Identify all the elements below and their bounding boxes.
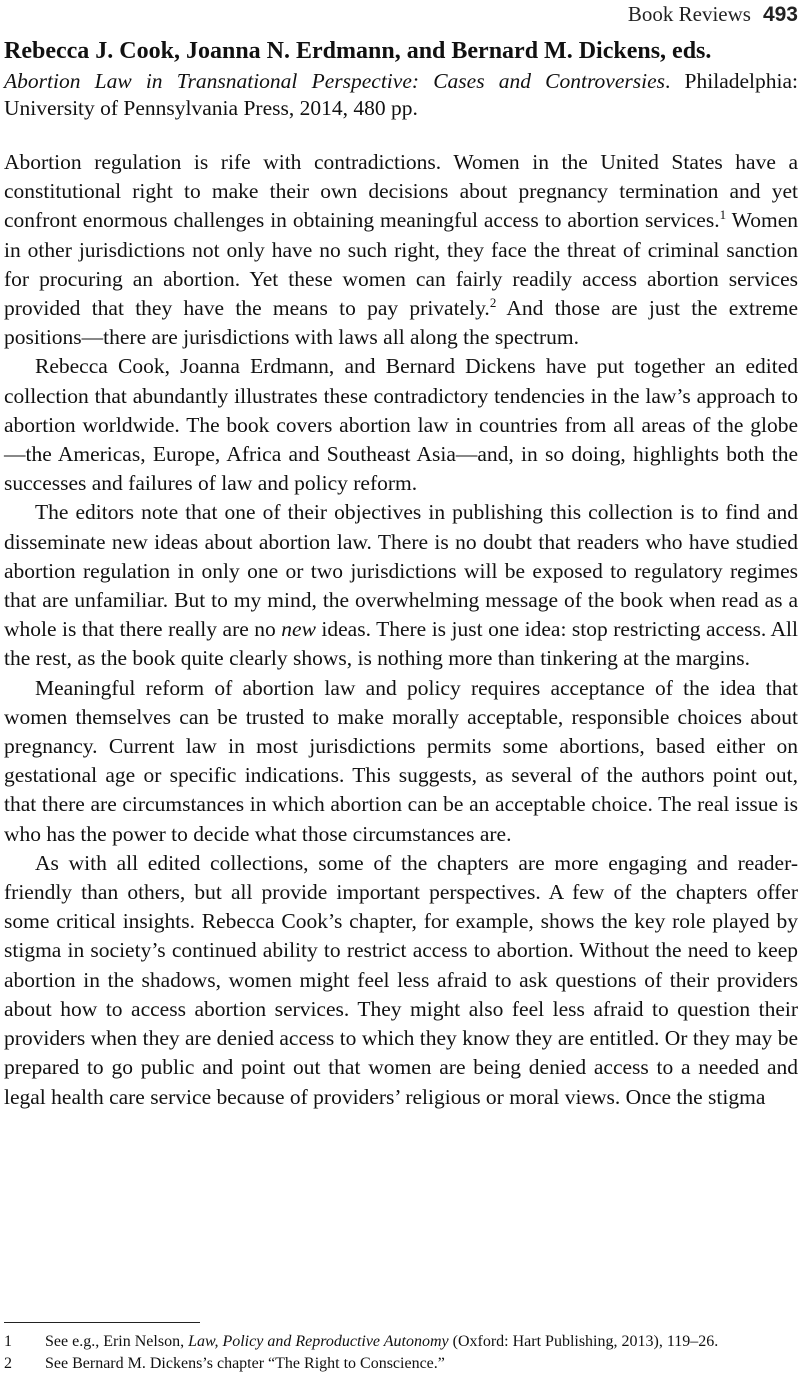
- footnote-ref-2[interactable]: 2: [489, 294, 497, 310]
- paragraph-3-text-b: ideas. There is just one idea: stop restricting access. All the rest, as the book quite clearly shows, is nothing more than tinkering at the margins.: [4, 617, 799, 671]
- publication-info: . Philadelphia: University of Pennsylvania Press, 2014, 480 pp.: [4, 69, 798, 120]
- footnote-1-number: 1: [4, 1333, 12, 1350]
- paragraph-1-text-b: Women in other jurisdictions not only have no such right, they face the threat of criminal sanction for procuring an abortion. Yet these women can fairly readily access abortion services provided that they have the means to pay privately.: [4, 208, 798, 321]
- section-title: Book Reviews: [627, 2, 751, 26]
- paragraph-1-text-a: Abortion regulation is rife with contradictions. Women in the United States have a constitutional right to make their own decisions about pregnancy termination and yet confront enormous challenges in obtaining meaningful access to abortion services.: [4, 150, 798, 233]
- paragraph-5: As with all edited collections, some of the chapters are more engaging and reader-friendly than others, but all provide important perspectives. A few of the chapters offer some critical insights. Rebecca Cook’s chapter, for example, shows the key role played by stigma in society’s continued ability to restrict access to abortion. Without the need to keep abortion in the shadows, women might feel less afraid to ask questions of their providers about how to access abortion services. They might also feel less afraid to question their providers when they are denied access to which they know they are entitled. Or they may be prepared to go public and point out that women are being denied access to a needed and legal health care service because of providers’ religious or moral views. Once the stigma: [4, 850, 798, 1109]
- footnote-1-book-title: Law, Policy and Reproductive Autonomy: [188, 1333, 449, 1350]
- footnote-2: [4, 1354, 798, 1374]
- paragraph-4: Meaningful reform of abortion law and policy requires acceptance of the idea that women themselves can be trusted to make morally acceptable, responsible choices about pregnancy. Current law in most jurisdictions permits some abortions, based either on gestational age or specific indications. This suggests, as several of the authors point out, that there are circumstances in which abortion can be an acceptable choice. The real issue is who has the power to decide what those circumstances are.: [4, 675, 798, 846]
- running-head: [628, 2, 798, 27]
- page-number: 493: [762, 3, 798, 26]
- book-editors: Rebecca J. Cook, Joanna N. Erdmann, and Bernard M. Dickens, eds.: [4, 38, 712, 64]
- footnote-1: [4, 1332, 798, 1352]
- book-title: Abortion Law in Transnational Perspective: Cases and Controversies: [4, 69, 665, 93]
- footnote-1-text-b: (Oxford: Hart Publishing, 2013), 119–26.: [448, 1333, 719, 1350]
- footnotes: [4, 1332, 798, 1374]
- footnote-2-text: See Bernard M. Dickens’s chapter “The Right to Conscience.”: [45, 1355, 445, 1372]
- paragraph-1: [4, 148, 798, 352]
- review-citation: [4, 36, 798, 122]
- review-body: [4, 148, 798, 1112]
- emphasis-new: new: [281, 617, 316, 642]
- book-details: [4, 68, 798, 122]
- footnote-1-text-a: See e.g., Erin Nelson,: [45, 1333, 189, 1350]
- paragraph-3-text-a: The editors note that one of their objectives in publishing this collection is to find and disseminate new ideas about abortion law. There is no doubt that readers who have studied abortion regulation in only one or two jurisdictions will be exposed to regulatory regimes that are unfamiliar. But to my mind, the overwhelming message of the book when read as a whole is that there really are no: [4, 500, 798, 642]
- footnote-divider: [4, 1322, 200, 1323]
- footnote-ref-1[interactable]: 1: [719, 207, 727, 223]
- paragraph-3: [4, 498, 798, 673]
- paragraph-2: Rebecca Cook, Joanna Erdmann, and Bernard Dickens have put together an edited collection that abundantly illustrates these contradictory tendencies in the law’s approach to abortion worldwide. The book covers abortion law in countries from all areas of the globe—the Americas, Europe, Africa and Southeast Asia—and, in so doing, highlights both the successes and failures of law and policy reform.: [4, 354, 798, 496]
- paragraph-1-text-c: And those are just the extreme positions—there are jurisdictions with laws all along the spectrum.: [4, 296, 798, 350]
- footnote-2-number: 2: [4, 1355, 12, 1372]
